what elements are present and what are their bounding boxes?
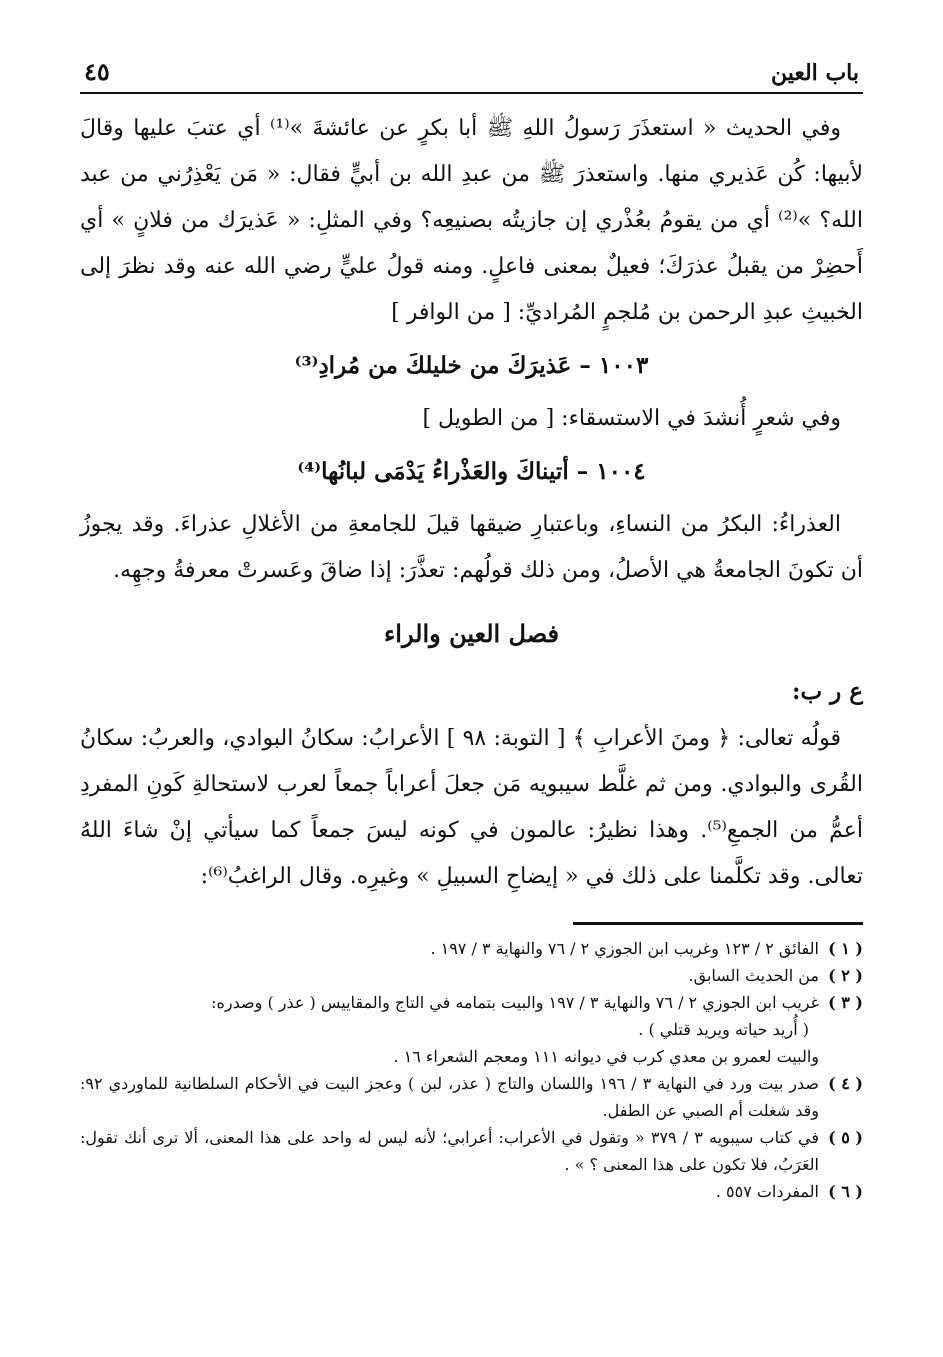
footnote-text bbox=[80, 1124, 819, 1178]
footnote-line: المفردات ٥٥٧ . bbox=[715, 1182, 819, 1201]
footnote-line: من الحديث السابق. bbox=[688, 966, 819, 985]
footnote-1 bbox=[80, 935, 863, 962]
footnote-2 bbox=[80, 962, 863, 989]
section-heading: فصل العين والراء bbox=[383, 619, 559, 648]
footnote-line: الفائق ٢ / ١٢٣ وغريب ابن الجوزي ٢ / ٧٦ والنهاية ٣ / ١٩٧ . bbox=[430, 939, 819, 958]
footnote-6 bbox=[80, 1178, 863, 1205]
footnote-text bbox=[80, 989, 819, 1070]
footnote-text bbox=[80, 1178, 819, 1205]
paragraph-hadith: وفي الحديث « استعذَرَ رَسولُ اللهِ ﷺ أبا بكرٍ عن عائشةَ »⁽¹⁾ أي عتبَ عليها وقالَ لأبيها: كُن عَذيري منها. واستعذرَ ﷺ من عبدِ الله بن أبيٍّ فقال: « مَن يَعْذِرُني من عبد الله؟ »⁽²⁾ أي من يقومُ بعُذْري إن جازيتُه بصنيعِه؟ وفي المثلِ: « عَذيرَك من فلانٍ » أي أَحضِرْ من يقبلُ عذرَكَ؛ فعيلٌ بمعنى فاعلٍ. ومنه قولُ عليٍّ رضي الله عنه وقد نظرَ إلى الخبيثِ عبدِ الرحمن بن مُلجمٍ المُراديِّ: [ من الوافر ] bbox=[80, 116, 863, 325]
paragraph-istisqa: وفي شعرٍ أُنشدَ في الاستسقاء: [ من الطويل ] bbox=[422, 406, 841, 431]
paragraph-adhra: العذراءُ: البكرُ من النساءِ، وباعتبارِ ضيقها قيلَ للجامعةِ من الأغلالِ عذراءَ. وقد يجوزُ أن تكونَ الجامعةُ هي الأصلُ، ومن ذلك قولُهم: تعذَّرَ: إذا ضاقَ وعَسرتْ معرفةُ وجهِه. bbox=[80, 512, 863, 583]
paragraph-arab: قولُه تعالى: ﴿ ومنَ الأعرابِ ﴾ [ التوبة: ٩٨ ] الأعرابُ: سكانُ البوادي، والعربُ: سكانُ القُرى والبوادي. ومن ثم غلَّط سيبويه مَن جعلَ أعراباً جمعاً لعرب لاستحالةِ كَونِ المفردِ أعمُّ من الجمعِ⁽⁵⁾. وهذا نظيرُ: عالمون في كونه ليسَ جمعاً كما سيأتي إنْ شاءَ اللهُ تعالى. وقد تكلَّمنا على ذلك في « إيضاحِ السبيلِ » وغيرِه. وقال الراغبُ⁽⁶⁾: bbox=[80, 726, 863, 889]
verse-1003: ١٠٠٣ – عَذيرَكَ من خليلكَ من مُرادِ⁽³⁾ bbox=[294, 352, 649, 379]
page-number: ٤٥ bbox=[84, 57, 110, 86]
footnote-line: في كتاب سيبويه ٣ / ٣٧٩ « وتقول في الأعراب: أعرابي؛ لأنه ليس له واحد على هذا المعنى، ألا ترى أنك تقول: العَرَبُ، فلا تكون على هذا المعنى ؟ » . bbox=[80, 1128, 820, 1174]
footnote-text bbox=[80, 935, 819, 962]
footnote-line: صدر بيت ورد في النهاية ٣ / ١٩٦ واللسان والتاج ( عذر، لبن ) وعجز البيت في الأحكام السلطانية للماوردي ٩٢: وقد شغلت أم الصبي عن الطفل. bbox=[80, 1074, 820, 1120]
running-header bbox=[80, 48, 863, 94]
footnote-number: ( ١ ) bbox=[828, 939, 863, 958]
footnote-4 bbox=[80, 1070, 863, 1124]
footnote-5 bbox=[80, 1124, 863, 1178]
footnote-3 bbox=[80, 989, 863, 1070]
footnotes bbox=[80, 935, 863, 1205]
chapter-title: باب العين bbox=[770, 60, 859, 86]
footnote-number: ( ٢ ) bbox=[828, 966, 863, 985]
footnote-text bbox=[80, 962, 819, 989]
footnote-separator bbox=[573, 922, 863, 925]
footnote-number: ( ٥ ) bbox=[828, 1128, 863, 1147]
document-page bbox=[80, 48, 863, 1205]
footnote-line: والبيت لعمرو بن معدي كرب في ديوانه ١١١ ومعجم الشعراء ١٦ . bbox=[393, 1047, 819, 1066]
footnote-number: ( ٦ ) bbox=[828, 1182, 863, 1201]
main-text bbox=[80, 106, 863, 900]
verse-1004: ١٠٠٤ – أتيناكَ والعَذْراءُ يَدْمَى لبانُها⁽⁴⁾ bbox=[297, 458, 646, 485]
footnote-text bbox=[80, 1070, 819, 1124]
footnote-number: ( ٣ ) bbox=[828, 993, 863, 1012]
footnote-line: غريب ابن الجوزي ٢ / ٧٦ والنهاية ٣ / ١٩٧ والبيت بتمامه في التاج والمقاييس ( عذر ) وصدره: bbox=[211, 993, 819, 1012]
root-heading: ع ر ب: bbox=[792, 678, 863, 705]
footnote-line: ( أُريد حياته ويريد قتلي ) . bbox=[638, 1020, 809, 1039]
footnote-number: ( ٤ ) bbox=[828, 1074, 863, 1093]
